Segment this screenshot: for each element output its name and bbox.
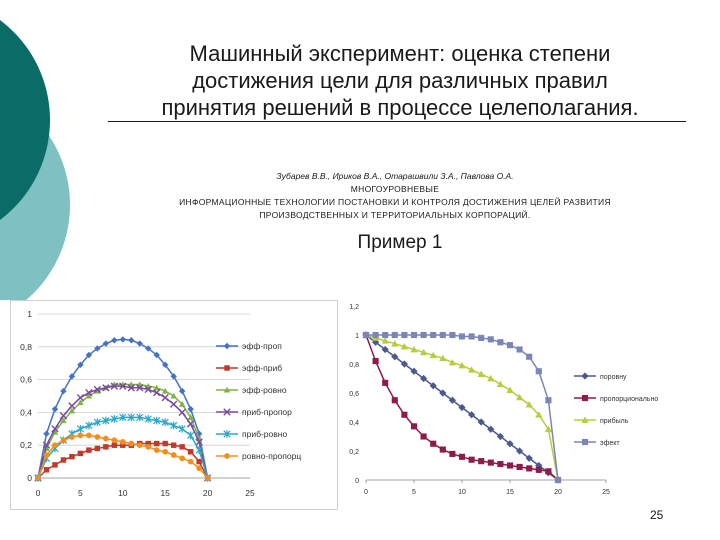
data-point — [382, 332, 388, 338]
reference-line-1: МНОГОУРОВНЕВЫЕ — [350, 184, 440, 194]
data-point — [517, 346, 523, 352]
data-point — [440, 332, 446, 338]
data-point — [497, 381, 504, 387]
x-tick-label: 5 — [78, 488, 83, 498]
data-point — [154, 441, 159, 446]
x-tick-label: 10 — [118, 488, 128, 498]
data-point — [179, 455, 185, 461]
data-point — [112, 442, 117, 447]
y-tick-label: 0 — [355, 478, 359, 485]
data-point — [145, 444, 151, 450]
data-point — [137, 442, 143, 448]
data-point — [459, 454, 465, 460]
data-point — [69, 454, 74, 459]
data-point — [401, 412, 407, 418]
data-point — [497, 339, 503, 345]
data-point — [61, 437, 67, 443]
y-tick-label: 0,4 — [349, 420, 359, 427]
data-point — [497, 461, 503, 467]
x-tick-label: 25 — [245, 488, 255, 498]
data-point — [430, 441, 436, 447]
data-point — [401, 332, 407, 338]
y-tick-label: 0,6 — [349, 391, 359, 398]
y-tick-label: 0,8 — [20, 341, 32, 352]
legend-label: эфф-ровно — [242, 385, 287, 395]
y-tick-label: 0,6 — [20, 374, 32, 385]
x-tick-label: 15 — [506, 489, 514, 496]
data-point — [469, 333, 475, 339]
data-point — [179, 444, 184, 449]
x-tick-label: 10 — [458, 489, 466, 496]
y-tick-label: 0,4 — [20, 407, 32, 418]
data-point — [507, 462, 513, 468]
data-point — [421, 332, 427, 338]
data-point — [440, 446, 446, 452]
legend-label: эфф-приб — [242, 363, 283, 373]
data-point — [430, 332, 436, 338]
data-point — [35, 475, 41, 481]
data-point — [69, 434, 75, 440]
data-point — [78, 432, 84, 438]
data-point — [392, 332, 398, 338]
data-point — [449, 332, 455, 338]
data-point — [103, 436, 109, 442]
data-point — [517, 464, 523, 470]
data-point — [555, 477, 561, 483]
data-point — [171, 442, 176, 447]
theme-decoration — [0, 0, 90, 300]
data-point — [128, 441, 134, 447]
data-point — [196, 459, 201, 464]
data-point — [188, 449, 193, 454]
legend-label: ровно-пропорц — [242, 451, 302, 461]
y-tick-label: 0,8 — [349, 362, 359, 369]
data-point — [103, 444, 108, 449]
data-point — [536, 467, 542, 473]
data-point — [373, 358, 379, 364]
y-tick-label: 1,2 — [349, 304, 359, 311]
data-point — [171, 452, 177, 458]
title-underline — [108, 121, 686, 122]
data-point — [162, 441, 167, 446]
legend-marker — [224, 365, 229, 370]
title-line-1: Машинный эксперимент: оценка степени — [189, 41, 611, 66]
data-point — [205, 475, 211, 481]
chart-right — [340, 298, 675, 500]
data-point — [373, 332, 379, 338]
legend-label: поровну — [600, 374, 627, 381]
data-point — [469, 457, 475, 463]
data-point — [526, 465, 532, 471]
legend-label: прибыль — [600, 418, 629, 425]
data-point — [61, 457, 66, 462]
data-point — [449, 451, 455, 457]
data-point — [459, 333, 465, 339]
data-point — [545, 397, 551, 403]
data-point — [44, 467, 49, 472]
y-tick-label: 1 — [355, 333, 359, 340]
legend-marker — [582, 439, 588, 445]
page-number: 25 — [650, 508, 664, 522]
data-point — [196, 465, 202, 471]
data-point — [507, 342, 513, 348]
data-point — [411, 332, 417, 338]
legend-label: эфф-проп — [242, 341, 282, 351]
data-point — [52, 442, 58, 448]
reference-block — [130, 170, 660, 222]
legend-label: приб-ровно — [242, 429, 288, 439]
data-point — [392, 397, 398, 403]
data-point — [162, 449, 168, 455]
data-point — [488, 336, 494, 342]
legend-label: эфект — [600, 440, 620, 447]
legend-label: приб-пропор — [242, 407, 292, 417]
data-point — [120, 439, 126, 445]
data-point — [86, 432, 92, 438]
example-label: Пример 1 — [357, 232, 443, 253]
data-point — [382, 380, 388, 386]
y-tick-label: 0 — [27, 473, 32, 483]
reference-authors: Зубарев В.В., Ириков В.А., Отарашвили З.А., Павлова О.А. — [276, 171, 514, 181]
chart-left — [10, 300, 338, 510]
data-point — [52, 462, 57, 467]
reference-line-3: ПРОИЗВОДСТВЕННЫХ И ТЕРРИТОРИАЛЬНЫХ КОРПОРАЦИЙ. — [259, 210, 531, 220]
data-point — [94, 434, 100, 440]
data-point — [154, 447, 160, 453]
x-tick-label: 25 — [602, 489, 610, 496]
legend-marker — [582, 395, 588, 401]
reference-line-2: ИНФОРМАЦИОННЫЕ ТЕХНОЛОГИИ ПОСТАНОВКИ И КОНТРОЛЯ ДОСТИЖЕНИЯ ЦЕЛЕЙ РАЗВИТИЯ — [179, 197, 611, 207]
data-point — [188, 459, 194, 465]
data-point — [506, 387, 513, 393]
data-point — [78, 451, 83, 456]
x-tick-label: 5 — [412, 489, 416, 496]
legend-marker — [224, 453, 230, 459]
data-point — [95, 446, 100, 451]
data-point — [526, 354, 532, 360]
title-line-2: достижения цели для различных правил — [192, 68, 608, 93]
data-point — [421, 433, 427, 439]
legend-marker — [581, 372, 588, 379]
data-point — [111, 437, 117, 443]
y-tick-label: 1 — [27, 309, 32, 319]
title-line-3: принятия решений в процессе целеполагания. — [161, 95, 639, 120]
slide-title — [110, 40, 690, 121]
x-tick-label: 0 — [364, 489, 368, 496]
y-tick-label: 0,2 — [349, 449, 359, 456]
legend-label: пропорционально — [600, 396, 659, 403]
x-tick-label: 20 — [202, 488, 213, 498]
data-point — [363, 332, 369, 338]
y-tick-label: 0,2 — [20, 440, 32, 451]
data-point — [545, 468, 551, 474]
x-tick-label: 0 — [35, 488, 41, 498]
data-point — [44, 452, 50, 458]
data-point — [488, 460, 494, 466]
data-point — [86, 447, 91, 452]
x-tick-label: 15 — [160, 488, 170, 498]
data-point — [478, 335, 484, 341]
data-point — [536, 368, 542, 374]
data-point — [478, 458, 484, 464]
data-point — [411, 423, 417, 429]
x-tick-label: 20 — [554, 489, 562, 496]
